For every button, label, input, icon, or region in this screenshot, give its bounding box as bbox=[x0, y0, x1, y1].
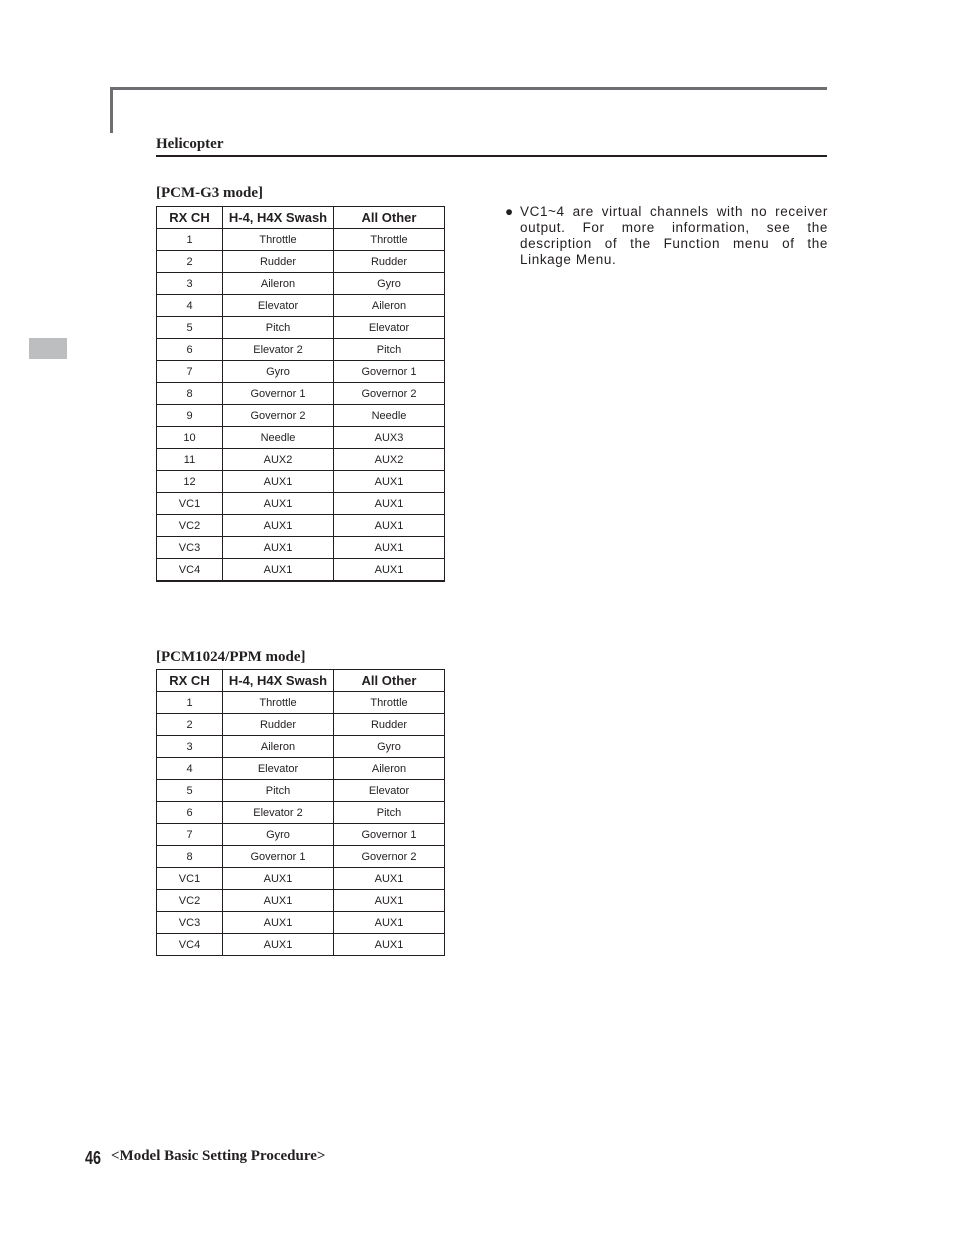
column-header-h4-swash: H-4, H4X Swash bbox=[223, 670, 334, 692]
rx-channel-cell: 10 bbox=[157, 427, 223, 449]
rx-channel-cell: 11 bbox=[157, 449, 223, 471]
table-row bbox=[157, 868, 445, 890]
all-other-function-cell: AUX1 bbox=[334, 537, 445, 559]
all-other-function-cell: Governor 2 bbox=[334, 846, 445, 868]
column-header-rx-ch: RX CH bbox=[157, 670, 223, 692]
all-other-function-cell: Governor 1 bbox=[334, 824, 445, 846]
rx-channel-cell: 3 bbox=[157, 273, 223, 295]
table-row bbox=[157, 537, 445, 559]
rx-channel-cell: 8 bbox=[157, 846, 223, 868]
all-other-function-cell: Elevator bbox=[334, 780, 445, 802]
all-other-function-cell: AUX1 bbox=[334, 912, 445, 934]
rx-channel-cell: VC2 bbox=[157, 515, 223, 537]
rx-channel-cell: 4 bbox=[157, 758, 223, 780]
table-row bbox=[157, 229, 445, 251]
rx-channel-cell: 9 bbox=[157, 405, 223, 427]
column-header-all-other: All Other bbox=[334, 670, 445, 692]
all-other-function-cell: AUX1 bbox=[334, 868, 445, 890]
table-header-row bbox=[157, 207, 445, 229]
rx-channel-cell: 6 bbox=[157, 339, 223, 361]
rx-channel-cell: 7 bbox=[157, 824, 223, 846]
h4-swash-function-cell: Gyro bbox=[223, 361, 334, 383]
all-other-function-cell: Gyro bbox=[334, 736, 445, 758]
table-row bbox=[157, 846, 445, 868]
rx-channel-cell: VC1 bbox=[157, 868, 223, 890]
all-other-function-cell: Gyro bbox=[334, 273, 445, 295]
note-text: VC1~4 are virtual channels with no receiver output. For more information, see the description of the Function menu of the Linkage Menu. bbox=[520, 204, 828, 267]
h4-swash-function-cell: AUX1 bbox=[223, 537, 334, 559]
all-other-function-cell: Pitch bbox=[334, 339, 445, 361]
all-other-function-cell: Throttle bbox=[334, 229, 445, 251]
all-other-function-cell: Aileron bbox=[334, 295, 445, 317]
all-other-function-cell: Aileron bbox=[334, 758, 445, 780]
h4-swash-function-cell: Elevator bbox=[223, 758, 334, 780]
table-row bbox=[157, 427, 445, 449]
h4-swash-function-cell: Pitch bbox=[223, 317, 334, 339]
h4-swash-function-cell: AUX1 bbox=[223, 868, 334, 890]
table-row bbox=[157, 736, 445, 758]
all-other-function-cell: AUX1 bbox=[334, 471, 445, 493]
h4-swash-function-cell: Rudder bbox=[223, 251, 334, 273]
all-other-function-cell: AUX1 bbox=[334, 934, 445, 956]
channel-table-pcm-g3 bbox=[156, 206, 445, 582]
h4-swash-function-cell: AUX1 bbox=[223, 559, 334, 582]
h4-swash-function-cell: Elevator bbox=[223, 295, 334, 317]
h4-swash-function-cell: AUX2 bbox=[223, 449, 334, 471]
column-header-rx-ch: RX CH bbox=[157, 207, 223, 229]
rx-channel-cell: 1 bbox=[157, 229, 223, 251]
table-row bbox=[157, 758, 445, 780]
h4-swash-function-cell: Throttle bbox=[223, 229, 334, 251]
all-other-function-cell: AUX1 bbox=[334, 493, 445, 515]
h4-swash-function-cell: AUX1 bbox=[223, 493, 334, 515]
h4-swash-function-cell: Elevator 2 bbox=[223, 802, 334, 824]
h4-swash-function-cell: AUX1 bbox=[223, 912, 334, 934]
all-other-function-cell: AUX1 bbox=[334, 559, 445, 582]
table-row bbox=[157, 802, 445, 824]
h4-swash-function-cell: Aileron bbox=[223, 736, 334, 758]
all-other-function-cell: Elevator bbox=[334, 317, 445, 339]
all-other-function-cell: Throttle bbox=[334, 692, 445, 714]
table-row bbox=[157, 824, 445, 846]
table-row bbox=[157, 383, 445, 405]
table-row bbox=[157, 515, 445, 537]
all-other-function-cell: AUX3 bbox=[334, 427, 445, 449]
all-other-function-cell: Governor 1 bbox=[334, 361, 445, 383]
section-tab-marker bbox=[29, 338, 67, 359]
column-header-all-other: All Other bbox=[334, 207, 445, 229]
rx-channel-cell: 2 bbox=[157, 251, 223, 273]
rx-channel-cell: VC1 bbox=[157, 493, 223, 515]
rx-channel-cell: VC3 bbox=[157, 537, 223, 559]
h4-swash-function-cell: AUX1 bbox=[223, 515, 334, 537]
rx-channel-cell: 7 bbox=[157, 361, 223, 383]
h4-swash-function-cell: Throttle bbox=[223, 692, 334, 714]
column-header-h4-swash: H-4, H4X Swash bbox=[223, 207, 334, 229]
h4-swash-function-cell: Needle bbox=[223, 427, 334, 449]
h4-swash-function-cell: AUX1 bbox=[223, 934, 334, 956]
header-frame bbox=[110, 87, 827, 133]
table-row bbox=[157, 890, 445, 912]
h4-swash-function-cell: Pitch bbox=[223, 780, 334, 802]
all-other-function-cell: AUX1 bbox=[334, 515, 445, 537]
virtual-channel-note bbox=[505, 204, 828, 268]
all-other-function-cell: AUX1 bbox=[334, 890, 445, 912]
section-title: Helicopter bbox=[156, 136, 827, 157]
all-other-function-cell: AUX2 bbox=[334, 449, 445, 471]
h4-swash-function-cell: Governor 1 bbox=[223, 846, 334, 868]
h4-swash-function-cell: AUX1 bbox=[223, 471, 334, 493]
table-row bbox=[157, 273, 445, 295]
h4-swash-function-cell: Elevator 2 bbox=[223, 339, 334, 361]
all-other-function-cell: Rudder bbox=[334, 251, 445, 273]
h4-swash-function-cell: Rudder bbox=[223, 714, 334, 736]
h4-swash-function-cell: Governor 1 bbox=[223, 383, 334, 405]
rx-channel-cell: 1 bbox=[157, 692, 223, 714]
rx-channel-cell: 4 bbox=[157, 295, 223, 317]
table-row bbox=[157, 471, 445, 493]
table-row bbox=[157, 912, 445, 934]
h4-swash-function-cell: Gyro bbox=[223, 824, 334, 846]
rx-channel-cell: 3 bbox=[157, 736, 223, 758]
h4-swash-function-cell: Aileron bbox=[223, 273, 334, 295]
h4-swash-function-cell: AUX1 bbox=[223, 890, 334, 912]
table-row bbox=[157, 317, 445, 339]
table-row bbox=[157, 559, 445, 582]
table-header-row bbox=[157, 670, 445, 692]
footer-chapter-title: <Model Basic Setting Procedure> bbox=[111, 1148, 326, 1164]
rx-channel-cell: VC4 bbox=[157, 559, 223, 582]
table-row bbox=[157, 361, 445, 383]
rx-channel-cell: 5 bbox=[157, 780, 223, 802]
rx-channel-cell: VC3 bbox=[157, 912, 223, 934]
rx-channel-cell: 12 bbox=[157, 471, 223, 493]
channel-table-pcm1024-ppm bbox=[156, 669, 445, 956]
table-row bbox=[157, 493, 445, 515]
table-row bbox=[157, 934, 445, 956]
table-heading-pcm-g3: [PCM-G3 mode] bbox=[156, 185, 264, 201]
all-other-function-cell: Governor 2 bbox=[334, 383, 445, 405]
table-heading-pcm1024-ppm: [PCM1024/PPM mode] bbox=[156, 649, 306, 665]
all-other-function-cell: Needle bbox=[334, 405, 445, 427]
table-row bbox=[157, 780, 445, 802]
table-row bbox=[157, 692, 445, 714]
rx-channel-cell: 8 bbox=[157, 383, 223, 405]
page-number: 46 bbox=[85, 1148, 102, 1168]
table-row bbox=[157, 295, 445, 317]
rx-channel-cell: 2 bbox=[157, 714, 223, 736]
bullet-icon: ● bbox=[505, 204, 514, 219]
table-row bbox=[157, 405, 445, 427]
table-row bbox=[157, 251, 445, 273]
rx-channel-cell: 5 bbox=[157, 317, 223, 339]
h4-swash-function-cell: Governor 2 bbox=[223, 405, 334, 427]
table-row bbox=[157, 449, 445, 471]
table-row bbox=[157, 339, 445, 361]
rx-channel-cell: VC4 bbox=[157, 934, 223, 956]
rx-channel-cell: VC2 bbox=[157, 890, 223, 912]
all-other-function-cell: Rudder bbox=[334, 714, 445, 736]
rx-channel-cell: 6 bbox=[157, 802, 223, 824]
table-row bbox=[157, 714, 445, 736]
all-other-function-cell: Pitch bbox=[334, 802, 445, 824]
